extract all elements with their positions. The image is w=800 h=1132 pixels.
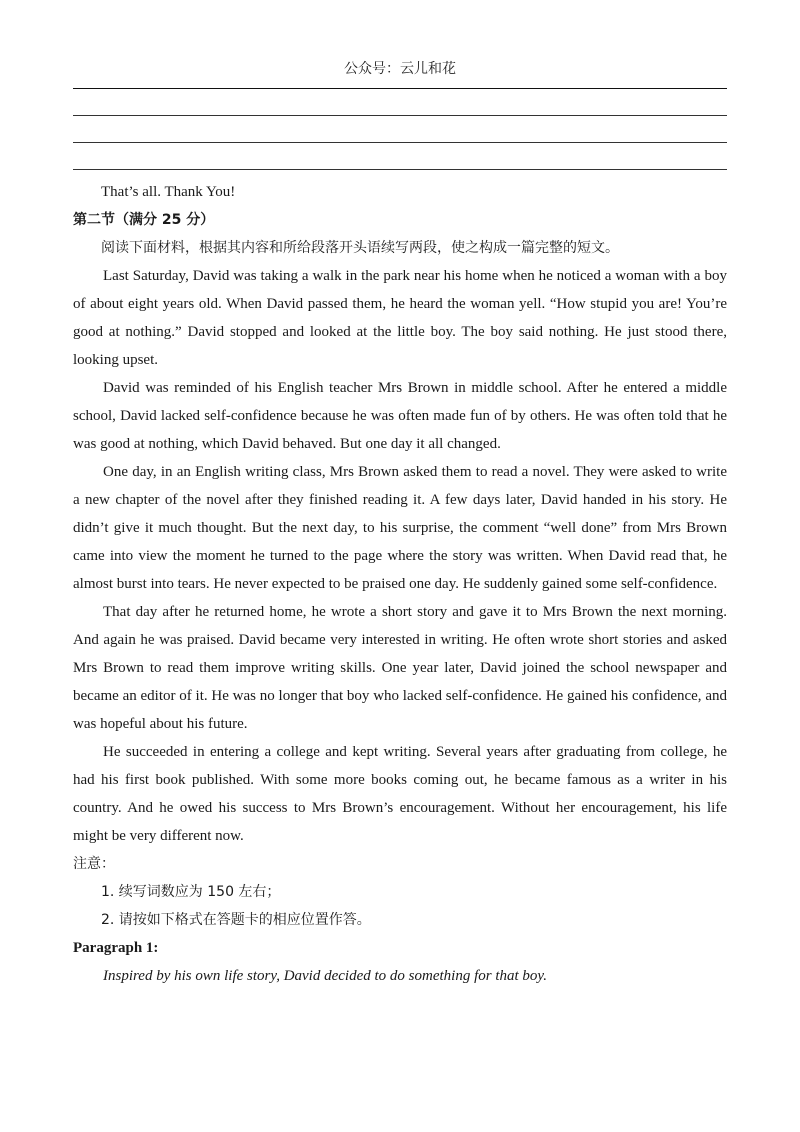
passage-paragraph-3: One day, in an English writing class, Mrs Brown asked them to read a novel. They were asked to write a new chapter of the novel after they finished reading it. A few days later, David handed in his story. He didn’t give it much thought. But the next day, to his surprise, the comment “well done” from Mrs Brown came into view the moment he turned to the page where the story was written. When David read that, he almost burst into tears. He never expected to be praised one day. He suddenly gained some self-confidence.	[73, 464, 727, 592]
passage-paragraph-2: David was reminded of his English teacher Mrs Brown in middle school. After he entered a middle school, David lacked self-confidence because he was often made fun of by others. He was often told that he was good at nothing, which David behaved. But one day it all changed.	[73, 380, 727, 452]
document-body	[73, 178, 727, 990]
notes-item-2: 2. 请按如下格式在答题卡的相应位置作答。	[101, 912, 371, 928]
writing-line-3	[73, 169, 727, 170]
notes-item-1: 1. 续写词数应为 150 左右；	[101, 884, 281, 900]
passage-paragraph-5: He succeeded in entering a college and kept writing. Several years after graduating from college, he had his first book published. With some more books coming out, he became famous as a writer in his country. And he owed his success to Mrs Brown’s encouragement. Without her encouragement, his life might be very different now.	[73, 744, 727, 844]
closing-line: That’s all. Thank You!	[101, 184, 236, 200]
passage-paragraph-1: Last Saturday, David was taking a walk in the park near his home when he noticed a woman with a boy of about eight years old. When David passed them, he heard the woman yell. “How stupid you are! You’re good at nothing.” David stopped and looked at the little boy. The boy said nothing. He just stood there, looking upset.	[73, 268, 727, 368]
writing-line-1	[73, 115, 727, 116]
section-instruction: 阅读下面材料，根据其内容和所给段落开头语续写两段，使之构成一篇完整的短文。	[101, 240, 619, 256]
header-rule	[73, 88, 727, 89]
writing-line-2	[73, 142, 727, 143]
page-header-title: 公众号：云儿和花	[344, 61, 456, 77]
section-heading: 第二节（满分 25 分）	[73, 212, 215, 228]
passage-paragraph-4: That day after he returned home, he wrote a short story and gave it to Mrs Brown the next morning. And again he was praised. David became very interested in writing. He often wrote short stories and asked Mrs Brown to read them improve writing skills. One year later, David joined the school newspaper and became an editor of it. He was no longer that boy who lacked self-confidence. He gained his confidence, and was hopeful about his future.	[73, 604, 727, 732]
notes-label: 注意：	[73, 856, 115, 872]
paragraph-1-label: Paragraph 1:	[73, 940, 159, 956]
paragraph-1-opening: Inspired by his own life story, David decided to do something for that boy.	[103, 968, 547, 984]
